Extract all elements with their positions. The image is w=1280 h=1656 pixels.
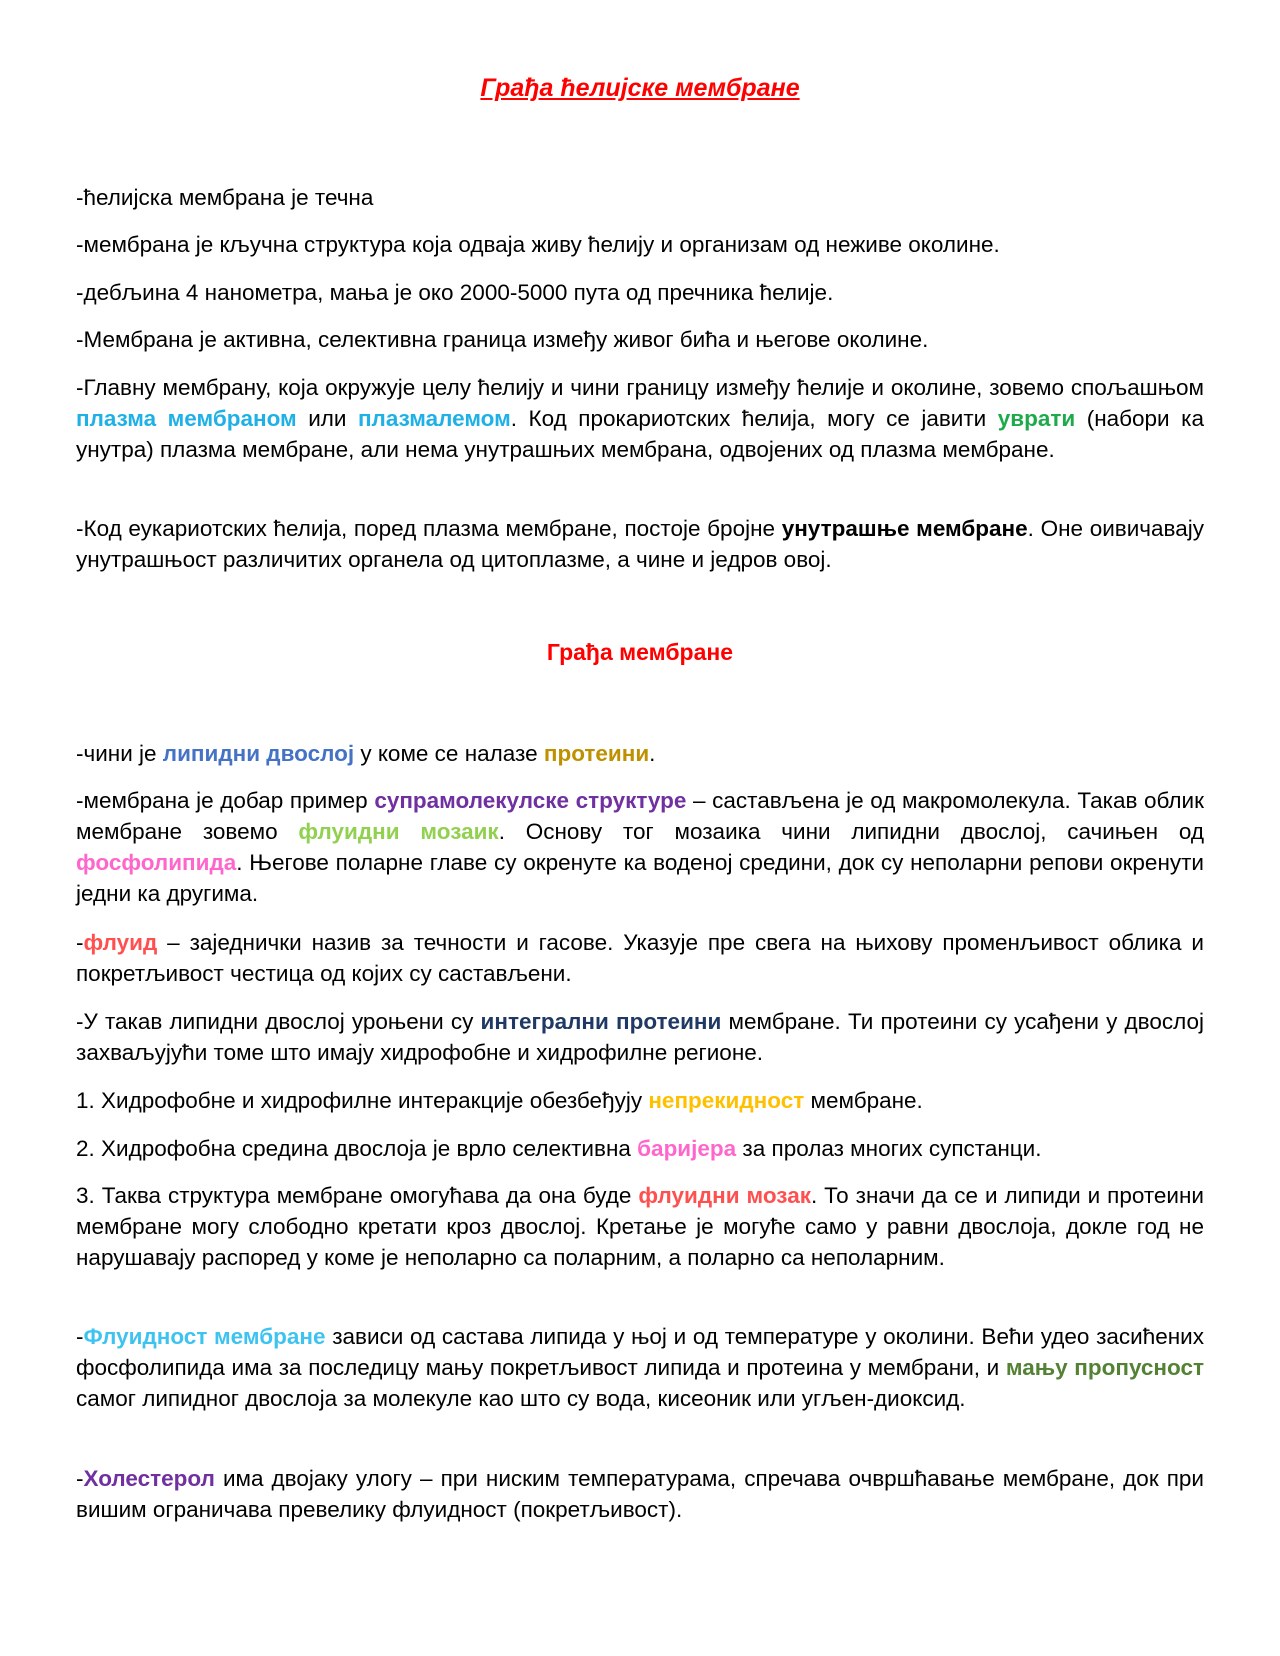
paragraph-14 [76, 1321, 1204, 1414]
highlighted-term: баријера [637, 1136, 737, 1161]
highlighted-term: плазма мембраном [76, 406, 297, 431]
paragraph-text: (набори ка унутра) плазма мембране, али нема унутрашњих мембрана, одвојених од плазма мембране. [76, 406, 1204, 462]
paragraph-text: . [649, 741, 656, 766]
paragraph-text: - [76, 1324, 84, 1349]
highlighted-term: фосфолипида [76, 850, 237, 875]
paragraph-text: . Оне оивичавају унутрашњост различитих органела од цитоплазме, а чине и једров овој. [76, 516, 1204, 572]
paragraph-text: -Мембрана је активна, селективна граница између живог бића и његове околине. [76, 327, 929, 352]
paragraph-text: - [76, 1466, 84, 1491]
highlighted-term: протеини [543, 741, 650, 766]
highlighted-term: интегрални протеини [480, 1009, 722, 1034]
paragraph-text: -чини је [76, 741, 163, 766]
paragraph-11 [76, 1085, 1204, 1116]
paragraph-text: за пролаз многих супстанци. [736, 1136, 1042, 1161]
paragraph-text: -Главну мембрану, која окружује целу ћелију и чини границу између ћелије и околине, зовемо спољашњом [76, 375, 1204, 400]
paragraph-text: . Код прокариотских ћелија, могу се јавити [510, 406, 998, 431]
paragraph-text: -ћелијска мембрана је течна [76, 185, 374, 210]
highlighted-term: Холестерол [83, 1466, 215, 1491]
paragraph-8 [76, 785, 1204, 909]
highlighted-term: супрамолекулске структуре [374, 788, 687, 813]
paragraph-6 [76, 513, 1204, 575]
highlighted-term: флуид [83, 930, 158, 955]
paragraph-text: -дебљина 4 нанометра, мања је око 2000-5000 пута од пречника ћелије. [76, 280, 834, 305]
highlighted-term: плазмалемом [357, 406, 511, 431]
paragraph-13 [76, 1180, 1204, 1273]
highlighted-term: унутрашње мембране [781, 516, 1028, 541]
paragraph-text: . Његове поларне главе су окренуте ка воденој средини, док су неполарни репови окренути једни ка другима. [76, 850, 1204, 906]
paragraph-4 [76, 324, 1204, 355]
paragraph-text: -мембрана је добар пример [76, 788, 375, 813]
paragraph-9 [76, 927, 1204, 989]
highlighted-term: флуидни мозак [638, 1183, 811, 1208]
paragraph-text: 2. Хидрофобна средина двослоја је врло селективна [76, 1136, 638, 1161]
paragraph-10 [76, 1006, 1204, 1068]
paragraph-15 [76, 1463, 1204, 1525]
paragraph-2 [76, 229, 1204, 260]
paragraph-12 [76, 1133, 1204, 1164]
paragraph-text: или [296, 406, 358, 431]
highlighted-term: Флуидност мембране [83, 1324, 326, 1349]
highlighted-term: уврати [997, 406, 1076, 431]
paragraph-7 [76, 738, 1204, 769]
paragraph-text: -У такав липидни двослој уроњени су [76, 1009, 481, 1034]
paragraph-text: 3. Таква структура мембране омогућава да она буде [76, 1183, 639, 1208]
paragraph-text: самог липидног двослоја за молекуле као што су вода, кисеоник или угљен-диоксид. [76, 1386, 966, 1411]
paragraph-text: -мембрана је кључна структура која одваја живу ћелију и организам од неживе околине. [76, 232, 1000, 257]
paragraph-text: . Основу тог мозаика чини липидни двослој, сачињен од [498, 819, 1204, 844]
paragraph-text: мембране. [804, 1088, 923, 1113]
paragraph-text: - [76, 930, 84, 955]
paragraph-text: . То значи да се и липиди и протеини мембране могу слободно кретати кроз двослој. Кретање је могуће само у равни двослоја, докле год не нарушавају распоред у коме је неполарно са поларним, а поларно са неполарним. [76, 1183, 1204, 1270]
highlighted-term: флуидни мозаик [298, 819, 499, 844]
paragraph-text: – заједнички назив за течности и гасове. Указује пре свега на њихову променљивост облика и покретљивост честица од којих су састављени. [76, 930, 1204, 986]
paragraph-1 [76, 182, 1204, 213]
highlighted-term: непрекидност [648, 1088, 805, 1113]
section-title: Грађа мембране [546, 639, 734, 665]
highlighted-term: липидни двослој [162, 741, 355, 766]
paragraph-text: 1. Хидрофобне и хидрофилне интеракције обезбеђују [76, 1088, 649, 1113]
document-title: Грађа ћелијске мембране [480, 74, 800, 102]
paragraph-5 [76, 372, 1204, 465]
paragraph-text: -Код еукариотских ћелија, поред плазма мембране, постоје бројне [76, 516, 782, 541]
paragraph-text: мембране. Ти протеини су усађени у двослој захваљујући томе што имају хидрофобне и хидрофилне регионе. [76, 1009, 1204, 1065]
paragraph-text: – састављена је од макромолекула. Такав облик мембране зовемо [76, 788, 1204, 844]
paragraph-text: зависи од састава липида у њој и од температуре у околини. Већи удео засићених фосфолипида има за последицу мању покретљивост липида и протеина у мембрани, и [76, 1324, 1204, 1380]
paragraph-text: има двојаку улогу – при ниским температурама, спречава очвршћавање мембране, док при вишим ограничава превелику флуидност (покретљивост). [76, 1466, 1204, 1522]
paragraph-3 [76, 277, 1204, 308]
paragraph-text: у коме се налазе [354, 741, 544, 766]
highlighted-term: мању пропусност [1005, 1355, 1204, 1380]
